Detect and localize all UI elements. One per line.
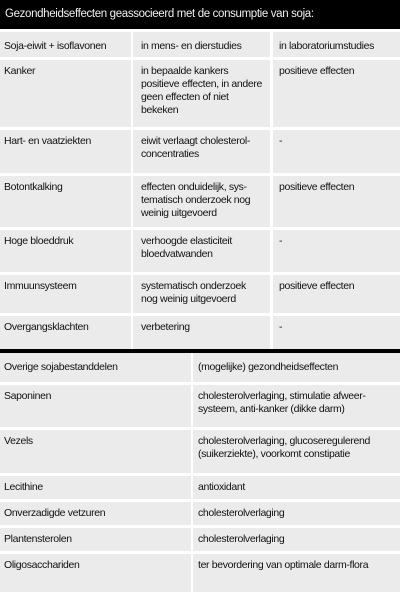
condition-cell: Kanker (0, 60, 131, 127)
laboratory-effect-cell: - (273, 230, 400, 272)
laboratory-effect-cell: positieve effecten (273, 176, 400, 227)
header-cell-human-animal: in mens- en dierstudies (133, 32, 270, 57)
human-animal-effect-cell: systematisch onderzoek nog weinig uitgevoerd (133, 275, 270, 313)
component-cell: Oligosacchariden (0, 554, 191, 592)
condition-cell: Overgangsklachten (0, 316, 131, 349)
component-cell: Saponinen (0, 385, 191, 427)
table-header-row (0, 353, 400, 382)
condition-cell: Hoge bloeddruk (0, 230, 131, 272)
table-title: Gezondheidseffecten geassocieerd met de consumptie van soja: (0, 0, 400, 29)
human-animal-effect-cell: eiwit verlaagt cholesterol-concentraties (133, 130, 270, 173)
health-effect-cell: cholesterolverlaging (193, 502, 400, 525)
laboratory-effect-cell: positieve effecten (273, 60, 400, 127)
human-animal-effect-cell: in bepaalde kankers positieve effecten, in andere geen effecten of niet bekeken (133, 60, 270, 127)
health-effect-cell: cholesterolverlaging, glucoseregulerend (suikerziekte), voorkomt constipatie (193, 430, 400, 473)
laboratory-effect-cell: - (273, 316, 400, 349)
component-cell: Plantensterolen (0, 528, 191, 551)
human-animal-effect-cell: verhoogde elasticiteit bloedvatwanden (133, 230, 270, 272)
header-cell-health-effects: (mogelijke) gezondheidseffecten (193, 353, 400, 382)
health-effect-cell: cholesterolverlaging, stimulatie afweer-systeem, anti-kanker (dikke darm) (193, 385, 400, 427)
table-row (0, 176, 400, 227)
table-row (0, 528, 400, 551)
table-row (0, 430, 400, 473)
isoflavone-effects-table (0, 29, 400, 349)
condition-cell: Immuunsysteem (0, 275, 131, 313)
component-cell: Vezels (0, 430, 191, 473)
table-row (0, 554, 400, 592)
laboratory-effect-cell: - (273, 130, 400, 173)
table-row (0, 476, 400, 499)
health-effect-cell: antioxidant (193, 476, 400, 499)
human-animal-effect-cell: verbetering (133, 316, 270, 349)
condition-cell: Hart- en vaatziekten (0, 130, 131, 173)
health-effect-cell: cholesterolverlaging (193, 528, 400, 551)
table-row (0, 230, 400, 272)
table-row (0, 502, 400, 525)
condition-cell: Botontkalking (0, 176, 131, 227)
header-cell-component: Overige sojabestanddelen (0, 353, 191, 382)
health-effect-cell: ter bevordering van optimale darm-flora (193, 554, 400, 592)
table-row (0, 60, 400, 127)
table-row (0, 275, 400, 313)
header-cell-laboratory: in laboratoriumstudies (273, 32, 400, 57)
table-row (0, 316, 400, 349)
other-components-table (0, 353, 400, 592)
component-cell: Lecithine (0, 476, 191, 499)
table-row (0, 385, 400, 427)
human-animal-effect-cell: effecten onduidelijk, sys-tematisch onderzoek nog weinig uitgevoerd (133, 176, 270, 227)
table-header-row (0, 32, 400, 57)
component-cell: Onverzadigde vetzuren (0, 502, 191, 525)
table-row (0, 130, 400, 173)
header-cell-component: Soja-eiwit + isoflavonen (0, 32, 131, 57)
laboratory-effect-cell: positieve effecten (273, 275, 400, 313)
